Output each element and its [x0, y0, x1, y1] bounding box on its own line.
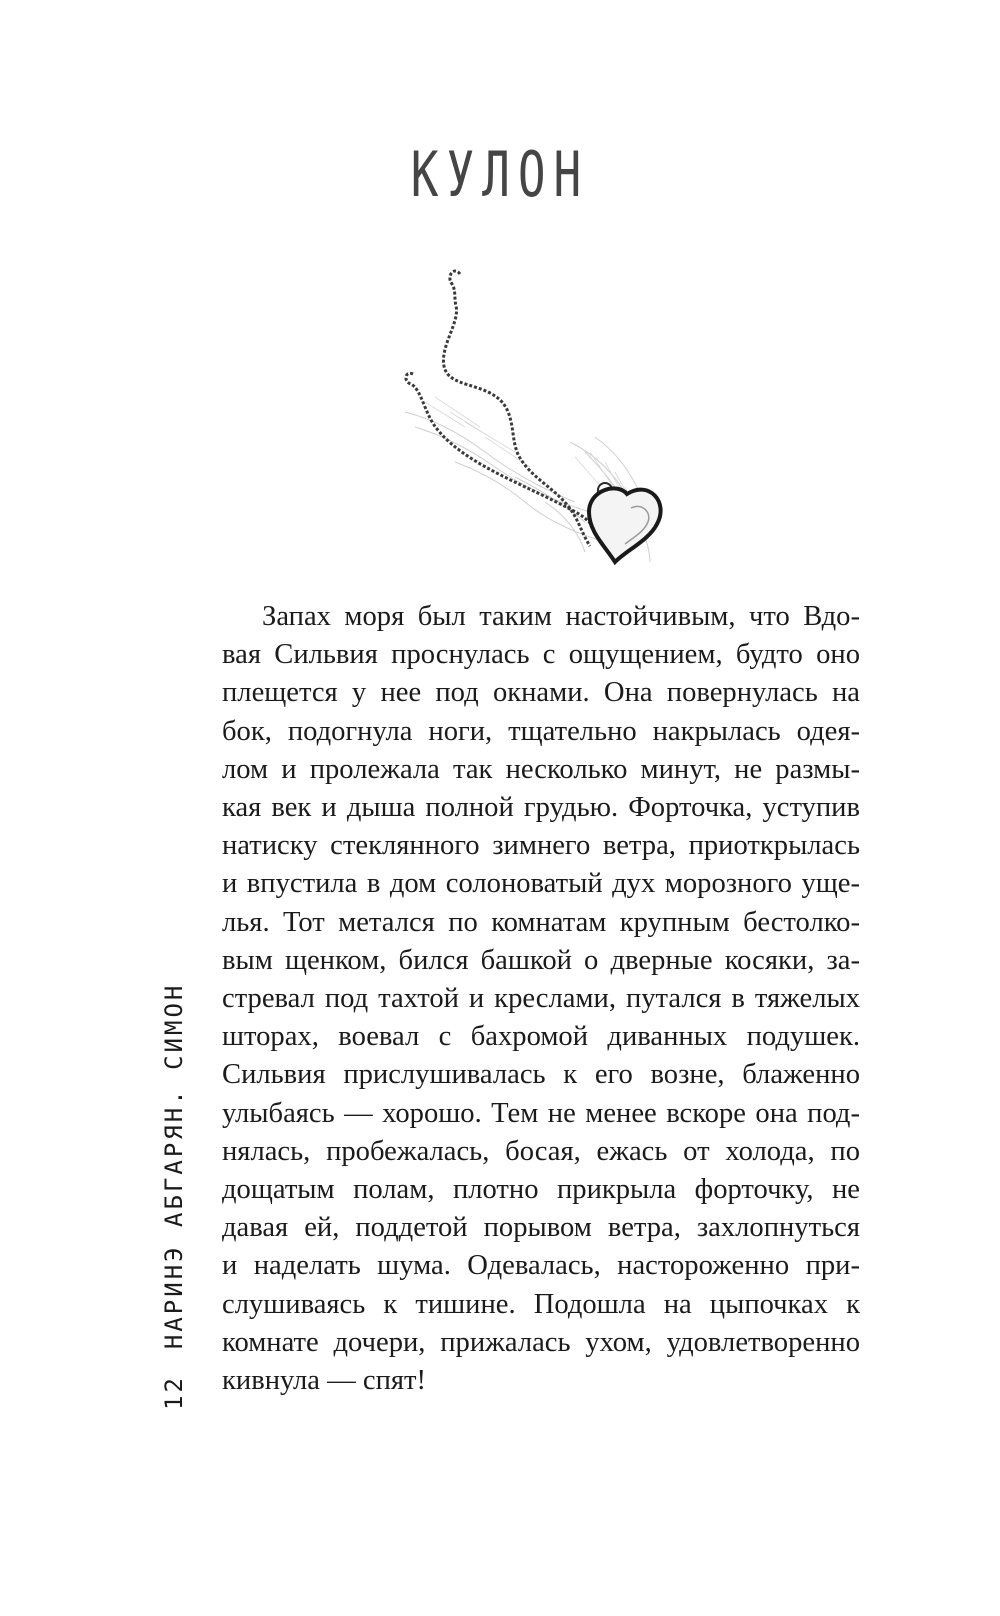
text-line: натиску стеклянного зимнего ветра, приоткрылась [222, 830, 860, 862]
text-line: комнате дочери, прижалась ухом, удовлетворенно [222, 1326, 860, 1358]
text-line: вая Сильвия проснулась с ощущением, будто оно [222, 639, 860, 671]
running-head [160, 983, 188, 1410]
text-line: кая век и дыша полной грудью. Форточка, уступив [222, 792, 860, 824]
text-line: давая ей, поддетой порывом ветра, захлопнуться [222, 1212, 860, 1244]
text-line: Запах моря был таким настойчивым, что Вдо- [262, 601, 860, 632]
heart-pendant-necklace-drawing-icon [395, 262, 670, 592]
text-line: стревал под тахтой и креслами, путался в тяжелых [222, 983, 860, 1015]
text-line: вым щенком, бился башкой о дверные косяки, за- [222, 944, 860, 976]
text-line: слушиваясь к тишине. Подошла на цыпочках к [222, 1288, 860, 1320]
chapter-body-text [222, 598, 860, 1400]
text-line: кивнула — спят! [222, 1365, 427, 1397]
text-line: нялась, пробежалась, босая, ежась от холода, по [222, 1135, 860, 1167]
chapter-title: КУЛОН [410, 138, 590, 211]
text-line: и впустила в дом солоноватый дух морозного уще- [222, 868, 860, 900]
text-line: плещется у нее под окнами. Она повернулась на [222, 677, 860, 709]
page-number: 12 [160, 1375, 188, 1410]
text-line: лом и пролежала так несколько минут, не размы- [222, 753, 860, 785]
text-line: дощатым полам, плотно прикрыла форточку, не [222, 1174, 860, 1206]
text-line: и наделать шума. Одевалась, настороженно при- [222, 1250, 860, 1282]
text-line: Сильвия прислушивалась к его возне, блаженно [222, 1059, 860, 1091]
text-line: шторах, воевал с бахромой диванных подушек. [222, 1021, 860, 1053]
author-title-header: НАРИНЭ АБГАРЯН. СИМОН [160, 982, 188, 1350]
text-line: улыбаясь — хорошо. Тем не менее вскоре она под- [222, 1097, 860, 1129]
text-line: лья. Тот метался по комнатам крупным бестолко- [222, 906, 860, 938]
text-line: бок, подогнула ноги, тщательно накрылась одея- [222, 715, 860, 747]
